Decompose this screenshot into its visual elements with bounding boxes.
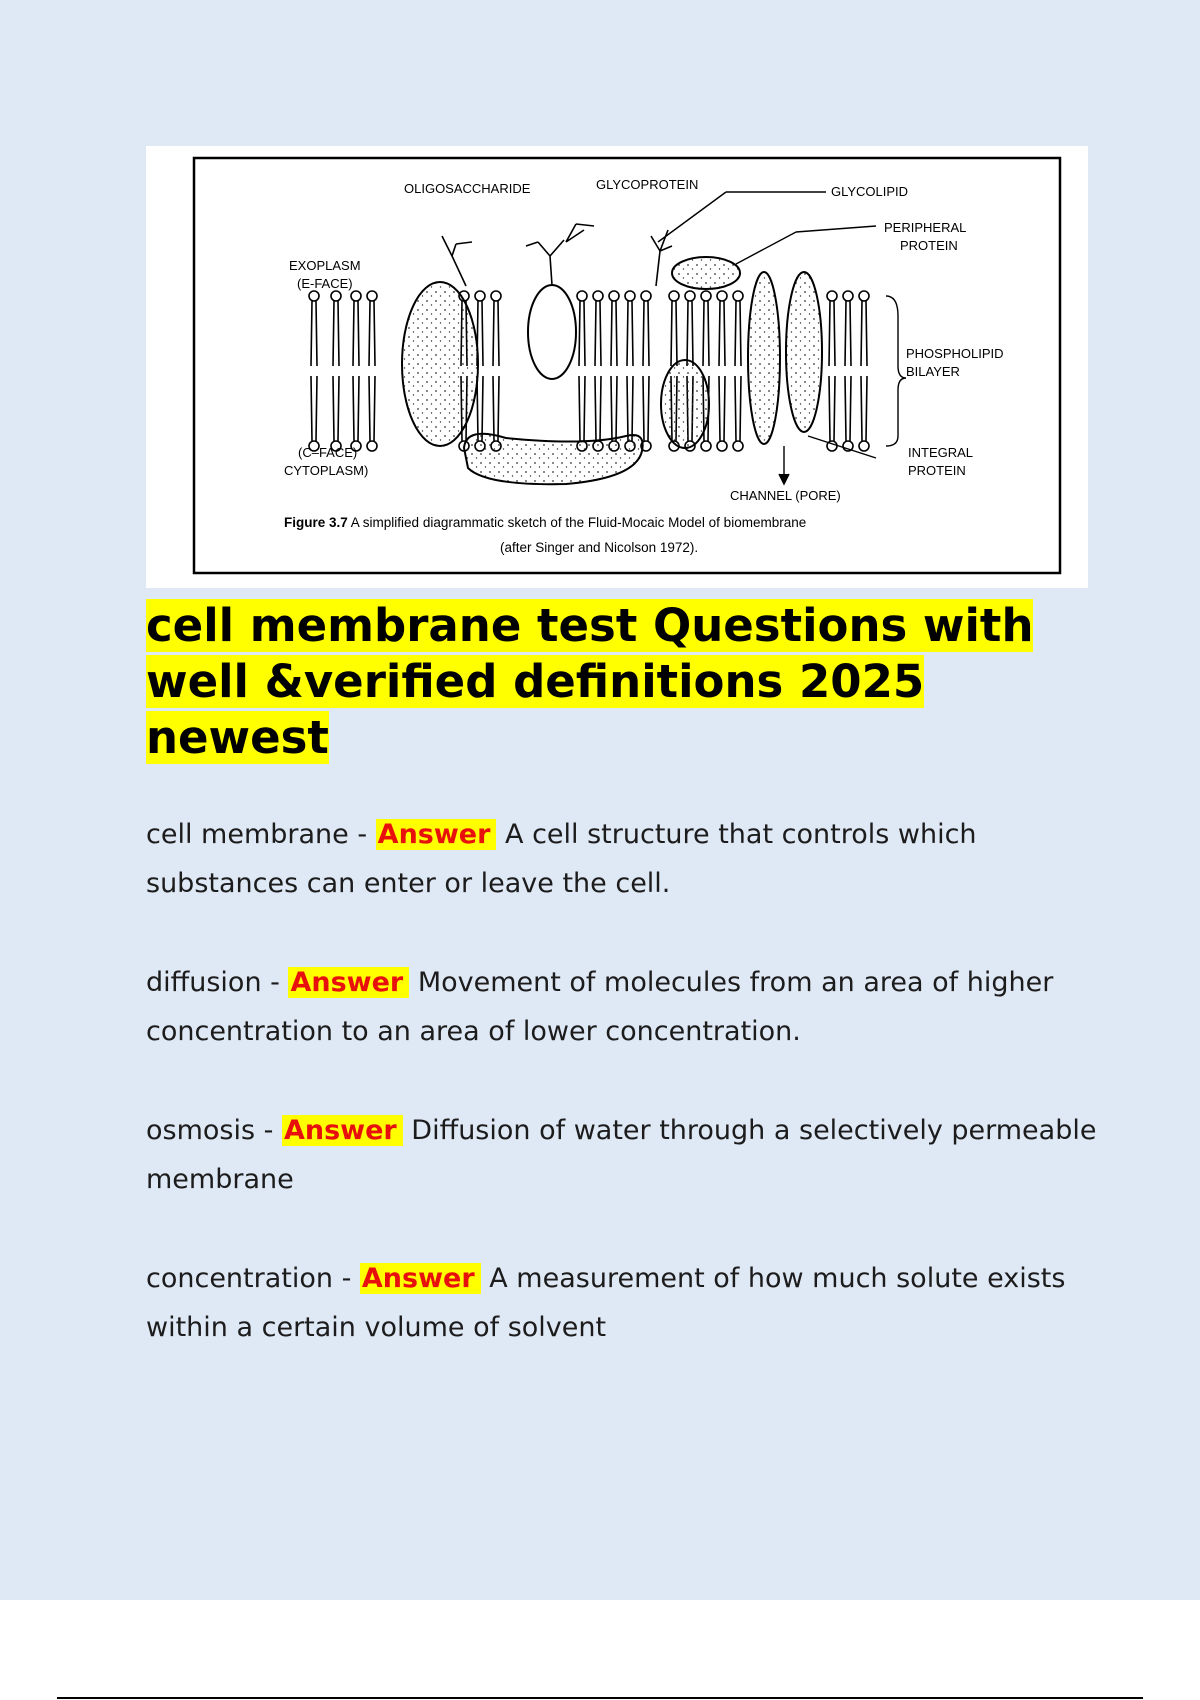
- lipid-head: [843, 291, 853, 301]
- answer-label: Answer: [360, 1263, 481, 1294]
- lipid-head: [733, 291, 743, 301]
- label-exoplasm-1: EXOPLASM: [289, 258, 361, 273]
- lipid-head: [475, 291, 485, 301]
- lipid-head: [669, 291, 679, 301]
- answer-label: Answer: [376, 819, 497, 850]
- integral-protein-right: [786, 272, 822, 432]
- label-phospholipid-2: BILAYER: [906, 364, 960, 379]
- qa-term: osmosis -: [146, 1115, 282, 1146]
- label-channel: CHANNEL (PORE): [730, 488, 841, 503]
- title-text: cell membrane test Questions with well &verified definitions 2025 newest: [146, 599, 1034, 764]
- answer-label: Answer: [282, 1115, 403, 1146]
- lipid-head: [351, 291, 361, 301]
- qa-definition: Diffusion of water through a selectively permeable membrane: [146, 1115, 1097, 1195]
- label-cface-2: CYTOPLASM): [284, 463, 369, 478]
- qa-definition: Movement of molecules from an area of higher concentration to an area of lower concentration.: [146, 967, 1054, 1047]
- label-glycolipid: GLYCOLIPID: [831, 184, 909, 199]
- lipid-head: [701, 291, 711, 301]
- lipid-head: [625, 291, 635, 301]
- lipid-head: [491, 291, 501, 301]
- label-peripheral-1: PERIPHERAL: [884, 220, 967, 235]
- lipid-head: [331, 291, 341, 301]
- label-phospholipid-1: PHOSPHOLIPID: [906, 346, 1004, 361]
- label-cface-1: (C–FACE): [298, 445, 358, 460]
- qa-item: [146, 958, 1106, 1056]
- footer-rule: [57, 1697, 1143, 1699]
- fluid-mosaic-diagram: [146, 146, 1088, 588]
- lipid-head: [859, 441, 869, 451]
- caption-rest: A simplified diagrammatic sketch of the Fluid-Mocaic Model of biomembrane: [347, 515, 807, 530]
- caption-bold: Figure 3.7: [284, 515, 348, 530]
- figure-caption: [284, 515, 806, 530]
- answer-label: Answer: [288, 967, 409, 998]
- qa-item: [146, 1254, 1106, 1352]
- integral-protein-left: [402, 282, 478, 446]
- qa-item: [146, 810, 1106, 908]
- qa-definition: A measurement of how much solute exists within a certain volume of solvent: [146, 1263, 1066, 1343]
- label-exoplasm-2: (E-FACE): [297, 276, 353, 291]
- channel-protein-right: [748, 272, 780, 444]
- qa-term: cell membrane -: [146, 819, 376, 850]
- label-glycoprotein: GLYCOPROTEIN: [596, 177, 699, 192]
- lipid-head: [367, 291, 377, 301]
- lipid-head: [593, 291, 603, 301]
- qa-definition: A cell structure that controls which substances can enter or leave the cell.: [146, 819, 977, 899]
- lipid-head: [609, 291, 619, 301]
- lipid-head: [701, 441, 711, 451]
- label-oligosaccharide: OLIGOSACCHARIDE: [404, 181, 531, 196]
- label-integral-1: INTEGRAL: [908, 445, 974, 460]
- lipid-head: [641, 291, 651, 301]
- lipid-head: [717, 291, 727, 301]
- qa-term: diffusion -: [146, 967, 289, 998]
- channel-protein-left: [661, 360, 709, 448]
- glycoprotein-shape: [528, 285, 576, 379]
- qa-item: [146, 1106, 1106, 1204]
- lipid-head: [685, 291, 695, 301]
- page-title: [146, 598, 1106, 766]
- label-peripheral-2: PROTEIN: [900, 238, 958, 253]
- qa-term: concentration -: [146, 1263, 360, 1294]
- lipid-head: [859, 291, 869, 301]
- label-integral-2: PROTEIN: [908, 463, 966, 478]
- membrane-figure: [146, 146, 1088, 588]
- lipid-head: [733, 441, 743, 451]
- peripheral-protein-top: [672, 257, 740, 289]
- lipid-head: [309, 291, 319, 301]
- lipid-head: [827, 291, 837, 301]
- lipid-head: [717, 441, 727, 451]
- lipid-head: [367, 441, 377, 451]
- figure-caption-line2: (after Singer and Nicolson 1972).: [500, 540, 699, 555]
- lipid-head: [577, 291, 587, 301]
